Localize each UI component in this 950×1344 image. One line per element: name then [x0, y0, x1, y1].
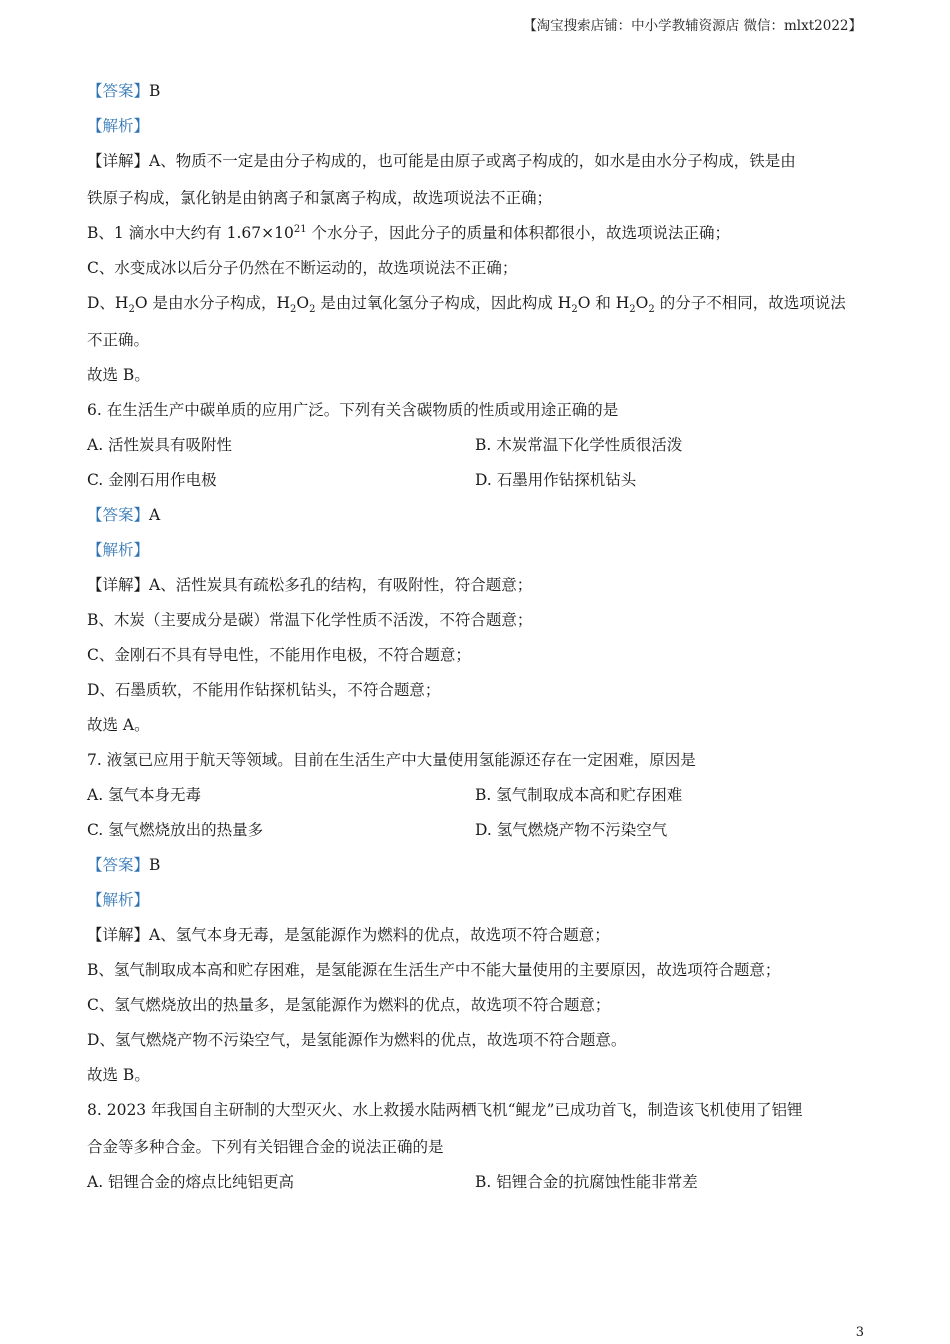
q5-detail-3: C、水变成冰以后分子仍然在不断运动的，故选项说法不正确； — [87, 259, 518, 277]
subscript: 2 — [128, 304, 135, 316]
detail-label: 【详解】 — [87, 576, 150, 594]
q7-answer — [87, 855, 160, 875]
q5-detail-1 — [87, 151, 796, 171]
q7-detail-3: C、氢气燃烧放出的热量多，是氢能源作为燃料的优点，故选项不符合题意； — [87, 996, 611, 1014]
subscript: 2 — [648, 304, 655, 316]
detail-text: A、氢气本身无毒，是氢能源作为燃料的优点，故选项不符合题意； — [149, 926, 610, 944]
detail-text: A、物质不一定是由分子构成的，也可能是由原子或离子构成的，如水是由水分子构成，铁是由 — [149, 152, 796, 170]
detail-text: 是由过氧化氢分子构成，因此构成 H — [315, 294, 572, 312]
q7-detail-2: B、氢气制取成本高和贮存困难，是氢能源在生活生产中不能大量使用的主要原因，故选项符合题意； — [87, 961, 781, 979]
q7-options-row-2 — [87, 820, 668, 840]
q8-question-a: 8. 2023 年我国自主研制的大型灭火、水上救援水陆两栖飞机“鲲龙”已成功首飞，制造该飞机使用了铝锂 — [87, 1101, 803, 1119]
answer-label: 【答案】 — [87, 506, 150, 524]
q6-detail-1 — [87, 575, 532, 595]
detail-text: O — [296, 294, 310, 312]
detail-text: O 是由水分子构成，H — [134, 294, 290, 312]
option-a: A. 铝锂合金的熔点比纯铝更高 — [87, 1173, 295, 1191]
answer-value: B — [149, 82, 161, 100]
q5-detail-4 — [87, 293, 846, 316]
option-d: D. 氢气燃烧产物不污染空气 — [475, 821, 668, 839]
q5-detail-4b: 不正确。 — [87, 331, 150, 349]
option-d: D. 石墨用作钻探机钻头 — [475, 471, 637, 489]
superscript: 21 — [293, 223, 307, 235]
option-c: C. 金刚石用作电极 — [87, 471, 217, 489]
detail-label: 【详解】 — [87, 926, 150, 944]
q5-conclusion: 故选 B。 — [87, 366, 150, 384]
subscript: 2 — [289, 304, 297, 316]
q6-question: 6. 在生活生产中碳单质的应用广泛。下列有关含碳物质的性质或用途正确的是 — [87, 401, 619, 419]
option-b: B. 铝锂合金的抗腐蚀性能非常差 — [475, 1173, 698, 1191]
page-header: 【淘宝搜索店铺：中小学教辅资源店 微信：mlxt2022】 — [523, 18, 862, 34]
q5-detail-2 — [87, 223, 730, 243]
q7-analysis-label: 【解析】 — [87, 891, 150, 909]
detail-text: 个水分子，因此分子的质量和体积都很小，故选项说法正确； — [306, 224, 731, 242]
q6-answer — [87, 505, 160, 525]
detail-text: O 和 H — [577, 294, 630, 312]
subscript: 2 — [571, 304, 578, 316]
detail-text: O — [635, 294, 649, 312]
q7-conclusion: 故选 B。 — [87, 1066, 150, 1084]
q6-detail-2: B、木炭（主要成分是碳）常温下化学性质不活泼，不符合题意； — [87, 611, 533, 629]
option-b: B. 木炭常温下化学性质很活泼 — [475, 436, 683, 454]
option-b: B. 氢气制取成本高和贮存困难 — [475, 786, 683, 804]
q5-answer — [87, 81, 160, 101]
detail-text: A、活性炭具有疏松多孔的结构，有吸附性，符合题意； — [149, 576, 533, 594]
answer-value: B — [149, 856, 161, 874]
q7-options-row-1 — [87, 785, 683, 805]
q8-question-b: 合金等多种合金。下列有关铝锂合金的说法正确的是 — [87, 1138, 444, 1156]
q7-detail-1 — [87, 925, 610, 945]
subscript: 2 — [629, 304, 636, 316]
detail-text: 的分子不相同，故选项说法 — [654, 294, 846, 312]
q7-detail-4: D、氢气燃烧产物不污染空气，是氢能源作为燃料的优点，故选项不符合题意。 — [87, 1031, 627, 1049]
option-a: A. 氢气本身无毒 — [87, 786, 202, 804]
q8-options-row-1 — [87, 1172, 698, 1192]
option-c: C. 氢气燃烧放出的热量多 — [87, 821, 264, 839]
answer-value: A — [149, 506, 161, 524]
q5-detail-1b: 铁原子构成，氯化钠是由钠离子和氯离子构成，故选项说法不正确； — [87, 189, 553, 207]
answer-label: 【答案】 — [87, 82, 150, 100]
q6-detail-3: C、金刚石不具有导电性，不能用作电极，不符合题意； — [87, 646, 471, 664]
q5-analysis-label: 【解析】 — [87, 117, 150, 135]
page-number: 3 — [855, 1325, 864, 1340]
q6-conclusion: 故选 A。 — [87, 716, 150, 734]
q6-options-row-2 — [87, 470, 637, 490]
q7-question: 7. 液氢已应用于航天等领域。目前在生活生产中大量使用氢能源还存在一定困难，原因是 — [87, 751, 696, 769]
answer-label: 【答案】 — [87, 856, 150, 874]
option-a: A. 活性炭具有吸附性 — [87, 436, 233, 454]
q6-detail-4: D、石墨质软，不能用作钻探机钻头，不符合题意； — [87, 681, 441, 699]
detail-label: 【详解】 — [87, 152, 150, 170]
q6-options-row-1 — [87, 435, 683, 455]
q6-analysis-label: 【解析】 — [87, 541, 150, 559]
subscript: 2 — [309, 304, 316, 316]
detail-text: D、H — [87, 294, 129, 312]
detail-text: B、1 滴水中大约有 1.67×10 — [87, 224, 294, 242]
